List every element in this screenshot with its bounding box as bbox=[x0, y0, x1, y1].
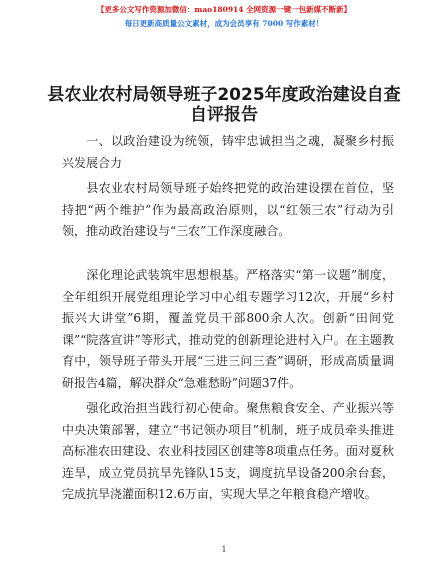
promo-line-red: 【更多公文写作资源加微信：mao180914 全网资源一键一包新媒不断新】 bbox=[96, 5, 352, 14]
paragraph-mission bbox=[62, 398, 394, 506]
paragraph-intro-text: 县农业农村局领导班子始终把党的政治建设摆在首位，坚持把“两个维护”作为最高政治原则，以“红领三农”行动为引领，推动政治建设与“三农”工作深度融合。 bbox=[62, 181, 394, 238]
paragraph-theory bbox=[62, 265, 394, 394]
promo-banner bbox=[0, 4, 448, 29]
page-number: 1 bbox=[221, 545, 227, 554]
paragraph-mission-text: 强化政治担当践行初心使命。聚焦粮食安全、产业振兴等中央决策部署，建立“书记领办项目”机制，班子成员牵头推进高标准农田建设、农业科技园区创建等8项重点任务。面对夏秋连旱，成立党员抗旱先锋队15支，调度抗旱设备200余台套，完成抗旱浇灌面积12.6万亩，实现大旱之年粮食稳产增收。 bbox=[62, 401, 394, 501]
document-title: 县农业农村局领导班子2025年度政治建设自查自评报告 bbox=[47, 85, 401, 125]
section-heading-text: 一、以政治建设为统领，铸牢忠诚担当之魂，凝聚乡村振兴发展合力 bbox=[62, 134, 394, 170]
paragraph-intro bbox=[62, 178, 394, 243]
section-heading bbox=[62, 131, 394, 174]
paragraph-theory-text: 深化理论武装筑牢思想根基。严格落实“第一议题”制度，全年组织开展党组理论学习中心组专题学习12次，开展“乡村振兴大讲堂”6期，覆盖党员干部800余人次。创新“田间党课”“院落宣讲”等形式，推动党的创新理论进村入户。在主题教育中，领导班子带头开展“三进三问三查”调研，形成高质量调研报告4篇，解决群众“急难愁盼”问题37件。 bbox=[62, 268, 394, 390]
promo-line-blue: 每日更新高质量公文素材，成为会员享有 7000 写作素材！ bbox=[124, 19, 324, 28]
